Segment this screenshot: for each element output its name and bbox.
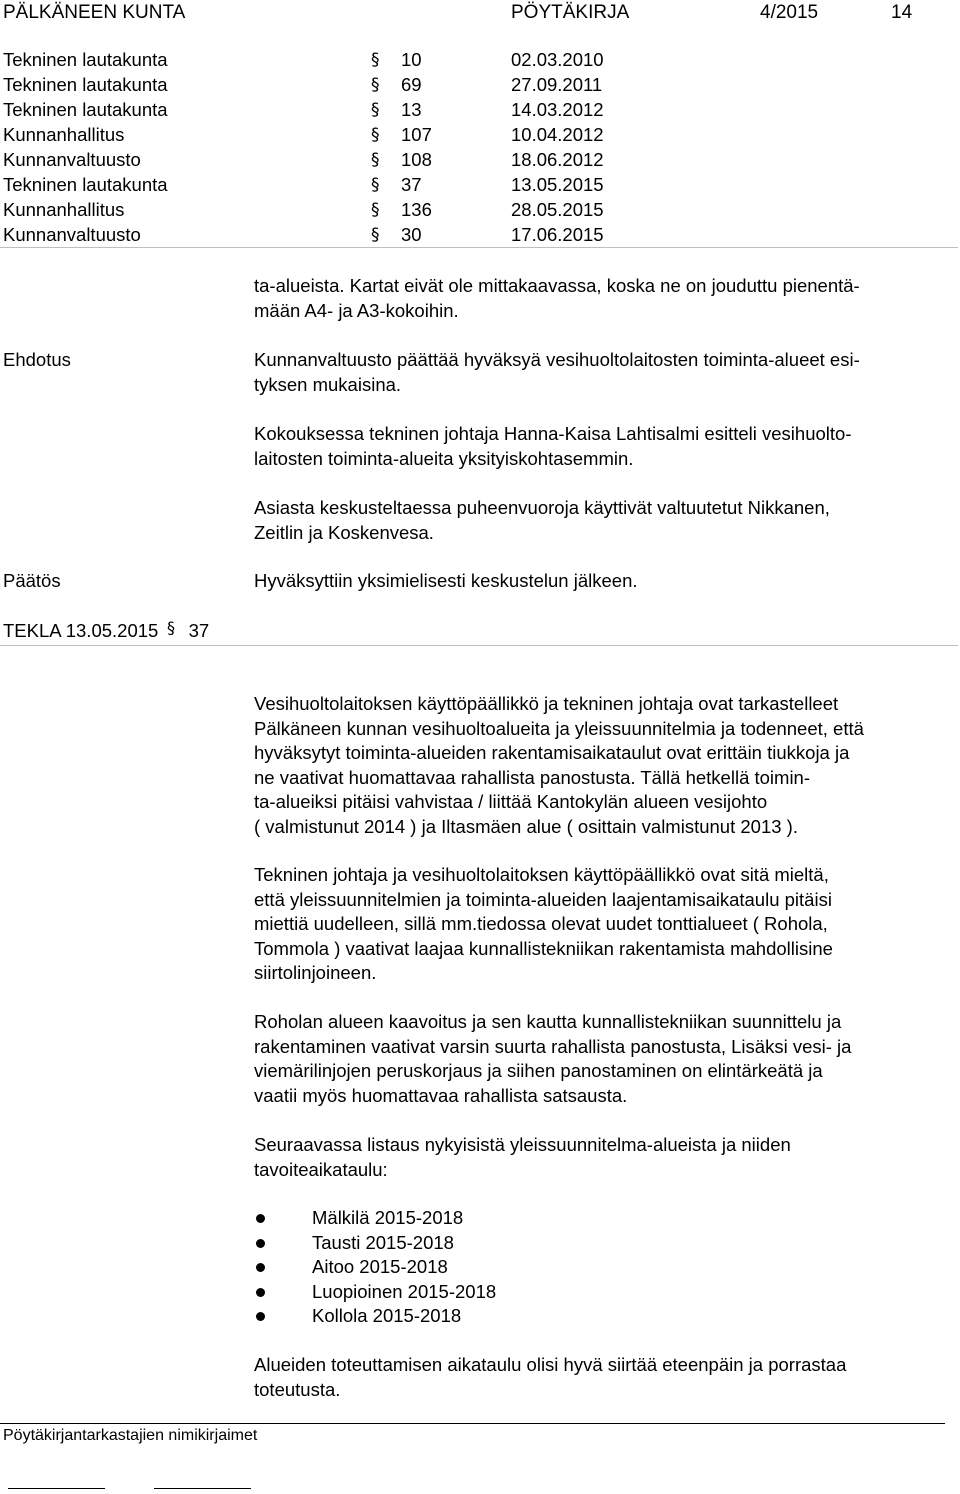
text-line: Vesihuoltolaitoksen käyttöpäällikkö ja tekninen johtaja ovat tarkastelleet xyxy=(254,693,839,714)
signature-initials-line xyxy=(8,1488,105,1489)
list-item-text: Kollola 2015-2018 xyxy=(312,1305,462,1326)
history-row xyxy=(0,147,960,172)
list-item-text: Luopioinen 2015-2018 xyxy=(312,1280,497,1302)
history-section: 13 xyxy=(401,99,422,120)
text-line: Alueiden toteuttamisen aikataulu olisi hyvä siirtää eteenpäin ja porrastaa xyxy=(254,1354,847,1375)
text-line: ta-alueista. Kartat eivät ole mittakaavassa, koska ne on jouduttu pienentä- xyxy=(254,275,860,296)
text-line: että yleissuunnitelmien ja toiminta-alueiden laajentamisaikataulu pitäisi xyxy=(254,888,832,910)
history-body: Kunnanhallitus xyxy=(3,124,125,145)
text-line: miettiä uudelleen, sillä mm.tiedossa olevat uudet tonttialueet ( Rohola, xyxy=(254,913,828,934)
history-body: Kunnanvaltuusto xyxy=(3,149,141,170)
proposal-paragraph xyxy=(254,348,954,397)
bullet-icon xyxy=(256,1214,265,1223)
bullet-icon xyxy=(256,1239,265,1248)
text-line: tavoiteaikataulu: xyxy=(254,1158,388,1180)
text-line: toteutusta. xyxy=(254,1378,341,1400)
history-section: 107 xyxy=(401,124,432,145)
history-row xyxy=(0,222,960,247)
tekla-ref-text: TEKLA 13.05.2015 xyxy=(3,620,159,641)
svg-text:§: § xyxy=(371,125,380,144)
history-section: 108 xyxy=(401,149,432,170)
decision-text: Hyväksyttiin yksimielisesti keskustelun jälkeen. xyxy=(254,570,638,591)
list-item xyxy=(254,1206,496,1231)
body-paragraph-4 xyxy=(254,1133,954,1182)
history-section: 136 xyxy=(401,199,432,220)
text-line: siirtolinjoineen. xyxy=(254,962,377,983)
list-item xyxy=(254,1280,496,1305)
list-item-text: Mälkilä 2015-2018 xyxy=(312,1207,464,1228)
text-line: Kunnanvaltuusto päättää hyväksyä vesihuoltolaitosten toiminta-alueet esi- xyxy=(254,349,860,370)
history-section: 30 xyxy=(401,224,422,245)
history-body: Kunnanhallitus xyxy=(3,199,125,220)
schedule-list xyxy=(254,1206,496,1329)
history-body: Tekninen lautakunta xyxy=(3,174,168,195)
text-line: rakentaminen vaativat varsin suurta rahallista panostusta, Lisäksi vesi- ja xyxy=(254,1035,852,1057)
issue-number: 4/2015 xyxy=(760,2,819,23)
list-item-text: Tausti 2015-2018 xyxy=(312,1231,454,1253)
text-line: Kokouksessa tekninen johtaja Hanna-Kaisa Lahtisalmi esitteli vesihuolto- xyxy=(254,423,852,444)
history-date: 02.03.2010 xyxy=(511,49,604,70)
text-line: vaatii myös huomattavaa rahallista satsausta. xyxy=(254,1084,628,1106)
svg-text:§: § xyxy=(167,619,176,637)
text-line: ( valmistunut 2014 ) ja Iltasmäen alue ( osittain valmistunut 2013 ). xyxy=(254,815,798,837)
svg-text:§: § xyxy=(371,225,380,244)
meeting-paragraph-2 xyxy=(254,496,954,545)
history-date: 27.09.2011 xyxy=(511,74,603,95)
text-line: viemärilinjojen peruskorjaus ja siihen panostaminen on elintärkeätä ja xyxy=(254,1060,823,1081)
text-line: ne vaativat huomattavaa rahallista panostusta. Tällä hetkellä toimin- xyxy=(254,766,811,788)
bullet-icon xyxy=(256,1263,265,1272)
history-date: 17.06.2015 xyxy=(511,224,604,245)
document-type: PÖYTÄKIRJA xyxy=(511,2,630,23)
svg-text:§: § xyxy=(371,50,380,69)
history-divider xyxy=(0,247,958,248)
history-date: 28.05.2015 xyxy=(511,199,604,220)
history-row xyxy=(0,197,960,222)
history-section: 10 xyxy=(401,49,422,70)
text-line: Seuraavassa listaus nykyisistä yleissuunnitelma-alueista ja niiden xyxy=(254,1134,791,1155)
svg-text:§: § xyxy=(371,75,380,94)
text-line: Roholan alueen kaavoitus ja sen kautta kunnallistekniikan suunnittelu ja xyxy=(254,1011,842,1032)
section-sign-icon xyxy=(167,619,179,644)
bullet-icon xyxy=(256,1288,265,1297)
svg-text:§: § xyxy=(371,150,380,169)
processing-history xyxy=(0,47,960,247)
text-line: Pälkäneen kunnan vesihuoltoalueita ja yleissuunnitelmia ja todenneet, että xyxy=(254,717,864,739)
body-paragraph-1 xyxy=(254,692,954,839)
history-body: Tekninen lautakunta xyxy=(3,74,168,95)
signature-initials-line xyxy=(154,1488,251,1489)
history-date: 14.03.2012 xyxy=(511,99,604,120)
history-section: 37 xyxy=(401,174,422,195)
history-row xyxy=(0,172,960,197)
history-body: Tekninen lautakunta xyxy=(3,99,168,120)
page-number: 14 xyxy=(891,2,913,23)
history-date: 18.06.2012 xyxy=(511,149,604,170)
list-item xyxy=(254,1304,496,1329)
tekla-reference xyxy=(3,619,209,644)
body-paragraph-2 xyxy=(254,863,954,986)
text-line: Tommola ) vaativat laajaa kunnallistekniikan rakentamista mahdollisine xyxy=(254,937,833,959)
history-body: Kunnanvaltuusto xyxy=(3,224,141,245)
list-item xyxy=(254,1255,496,1280)
text-line: Tekninen johtaja ja vesihuoltolaitoksen käyttöpäällikkö ovat sitä mieltä, xyxy=(254,864,829,885)
svg-text:§: § xyxy=(371,200,380,219)
meeting-paragraph-1 xyxy=(254,422,954,471)
history-row xyxy=(0,47,960,72)
text-line: laitosten toiminta-alueita yksityiskohtasemmin. xyxy=(254,447,634,469)
municipality-name: PÄLKÄNEEN KUNTA xyxy=(3,2,186,23)
section-divider xyxy=(0,645,958,646)
body-paragraph-3 xyxy=(254,1010,954,1108)
closing-paragraph xyxy=(254,1353,954,1402)
svg-text:§: § xyxy=(371,175,380,194)
footer-divider xyxy=(0,1423,945,1424)
tekla-ref-section: 37 xyxy=(188,620,210,641)
footer-label: Pöytäkirjantarkastajien nimikirjaimet xyxy=(3,1427,258,1444)
text-line: Asiasta keskusteltaessa puheenvuoroja käyttivät valtuutetut Nikkanen, xyxy=(254,497,830,518)
text-line: tyksen mukaisina. xyxy=(254,373,402,395)
history-body: Tekninen lautakunta xyxy=(3,49,168,70)
bullet-icon xyxy=(256,1312,265,1321)
text-line: ta-alueiksi pitäisi vahvistaa / liittää Kantokylän alueen vesijohto xyxy=(254,791,768,812)
proposal-label: Ehdotus xyxy=(3,349,71,370)
intro-paragraph xyxy=(254,274,954,323)
text-line: Zeitlin ja Koskenvesa. xyxy=(254,521,434,543)
history-section: 69 xyxy=(401,74,422,95)
svg-text:§: § xyxy=(371,100,380,119)
history-row xyxy=(0,122,960,147)
text-line: hyväksytyt toiminta-alueiden rakentamisaikataulut ovat erittäin tiukkoja ja xyxy=(254,742,850,763)
text-line: mään A4- ja A3-kokoihin. xyxy=(254,299,459,321)
history-date: 13.05.2015 xyxy=(511,174,604,195)
list-item-text: Aitoo 2015-2018 xyxy=(312,1256,448,1277)
history-date: 10.04.2012 xyxy=(511,124,604,145)
history-row xyxy=(0,97,960,122)
history-row xyxy=(0,72,960,97)
decision-label: Päätös xyxy=(3,570,61,591)
list-item xyxy=(254,1231,496,1256)
